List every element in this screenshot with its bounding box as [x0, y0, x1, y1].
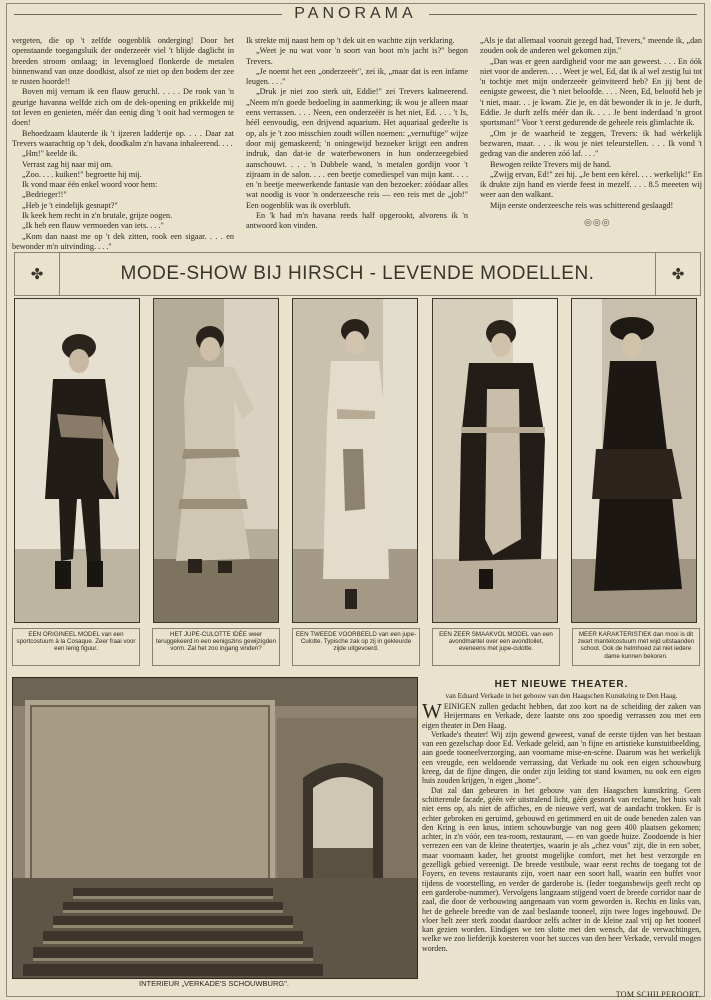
paragraph: Ik strekte mij naast hem op 't dek uit en wachtte zijn verklaring.: [246, 36, 455, 45]
theatre-interior-photo: [12, 677, 418, 979]
paragraph: „Heb je 't eindelijk gesnapt?": [22, 200, 118, 210]
paragraph: Bewogen reikte Trevers mij de hand.: [490, 159, 611, 169]
paragraph: „Zoo. . . . kuiken!" begroette hij mij.: [22, 169, 142, 179]
paragraph: „Ik heb een flauw vermoeden van iets. . . .": [22, 221, 164, 231]
article-body: [422, 699, 701, 953]
fashion-photo-5: [571, 298, 697, 623]
paragraph: Mijn eerste onderzeesche reis was schitterend geslaagd!: [490, 200, 674, 210]
caption-1: EEN ORIGINEEL MODEL van een sportcostuum à la Cosaque. Zeer fraai voor een lenig figuur.: [12, 628, 140, 666]
paragraph: Ik vond maar één enkel woord voor hem:: [22, 180, 158, 190]
paragraph: Verrast zag hij naar mij om.: [22, 159, 113, 169]
paragraph: „Als je dat allemaal vooruit gezegd had, Trevers," meende ik, „dan zouden ook de anderen wel gekomen zijn.": [480, 36, 702, 56]
end-ornament-icon: ◎◎◎: [584, 218, 611, 228]
story-column-1: [12, 36, 234, 252]
paragraph: „Hm!" keelde ik.: [22, 149, 78, 159]
fashion-photo-1: [14, 298, 140, 623]
caption-3: EEN TWEEDE VOORBEELD van een jupe-Culotte. Typische zak op zij in gekleurde zijde uitgevoerd.: [292, 628, 420, 666]
paragraph: Dat zal dan gebeuren in het gebouw van den Haagschen kunstkring. Geen schitterende facade, géén vér uitstralend licht, géén gesnork van reclame, het huis valt niet eens op, als niet de affiches, en de nieuwe verf, wat de aandacht trokken. Er is echter gebroken en geruimd, gebouwd en getimmerd en uit de oude beneden zalen van den Kring is een knus, intiem schouwburgje van nog geen 400 plaatsen gekomen; achter, in z'n vóór, een tea-room, restaurant, — en van goede huize. Zoodoende is hier verrezen een van de kleine theatertjes, waarin je als „chez vous" zijt, die in een sober, maar voornaam kader, het grootst mogelijke comfort, met het best verzorgde en gezelligk gebied vereenigt. De breede vestibule, waar eerst rechts de toegang tot de Foyers, en tevens restaurants zijn, voert naar een soort hall, waarin een buffet voor tijdens de voorstelling, en verder de garderobe is. (Ieder toegansbewijs geeft recht op een garderobe-nummer). Vervolgens langzaam stijgend voert de breede corridor naar de zaal, die door de verbouwing aangenaam van vorm geworden is. Rechts en links van, het de geheele breedte van de zaal beslaande tooneel, zijn twee loges ingebouwd. De vloer helt zeer sterk zoodat daardoor zelfs achter in de kleine zaal vrij op het tooneel kan gezien worden. Eindigen we ten slotte met den wensch, dat de verwachtingen, welke we zoo liefderijk koesteren voor het succes van den heer Verkade, vervuld mogen worden.: [422, 785, 701, 953]
story-column-3: [480, 36, 702, 211]
continued-story: [12, 36, 702, 251]
article-title: HET NIEUWE THEATER.: [494, 679, 629, 690]
theatre-photo-caption: INTERIEUR „VERKADE'S SCHOUWBURG".: [139, 979, 289, 988]
story-column-2: [246, 36, 468, 232]
caption-4: EEN ZEER SMAAKVOL MODEL van een avondmantel over een avondtoilet, eveneens met jupe-culotte.: [432, 628, 560, 666]
paragraph: En 'k had m'n havana reeds half opgerookt, alvorens ik 'n antwoord kon vinden.: [246, 211, 468, 231]
author-signature: TOM SCHILPEROORT.: [615, 990, 701, 999]
article-subtitle: van Eduard Verkade in het gebouw van den Haagschen Kunstkring te Den Haag.: [445, 692, 678, 700]
quatrefoil-ornament-icon: ✤: [15, 253, 60, 295]
quatrefoil-ornament-icon: ✤: [655, 253, 700, 295]
paragraph: Boven mij vernam ik een flauw geruchl. . . . . De rook van 'n geurige havanna welfde zich om de dek-opening en prikkelde mij tot leven en genieten, méér dan eenig ding 't ooit had vermogen te doen!: [12, 87, 234, 128]
paragraph: „Zwijg ervan, Ed!" zei hij. „Je bent een kérel. . . . werkelijk!" En ik drukte zijn hand en vierde feest in mezelf. . . . 8.5 meeeten wij weer aan den walkant.: [480, 169, 702, 200]
section-banner: [14, 252, 701, 296]
fashion-photo-2: [153, 298, 279, 623]
masthead: [6, 3, 705, 27]
fashion-photo-3: [292, 298, 418, 623]
article-lead-paragraph: WEINIGEN zullen gedacht hebben, dat zoo kort na de scheiding der zaken van Heijermans en Verkade, deze laatste ons zoo spoedig verrassen zou met een eigen theater in Den Haag.: [422, 699, 701, 730]
paragraph: „Je noemt het een „onderzeeër", zei ik, „maar dat is een infame leugen. . . .": [246, 66, 468, 87]
page-title: PANORAMA: [294, 5, 417, 22]
paragraph: „Weet je nu wat voor 'n soort van boot m'n jacht is?" begon Trevers.: [246, 46, 468, 66]
masthead-rule-right: [429, 14, 697, 15]
paragraph: „Dan was er geen aardigheid voor me aan geweest. . . . En óók niet voor de anderen. . . . Weet je wel, Ed, dat ik al wel zestig lui tot 'n tochtje met mijn onderzeeër geïnviteerd heb? En jij bent de eenigste geweest, die 't niet beloofde. . . . Neen, Ed, beloofd heb je 't niet, maar. . . je kwam. Zie je, en dát bewonder ik in je. Je durft, Eddie. Je durft zelfs méér dan ik. . . . Je bent inderdaad 'n groot sportsman!" Voor 't eerst gedurende de geheele reis glimlachte ik.: [480, 56, 702, 128]
caption-5: MEER KARAKTERISTIEK dan mooi is dit zwart mantelcostuum met wijd uitstaanden schoot. Ook de helmhoed zal niet iedere dame kunnen bekoren.: [572, 628, 700, 666]
section-title: MODE-SHOW BIJ HIRSCH - LEVENDE MODELLEN.: [120, 263, 595, 284]
paragraph: „Druk je niet zoo sterk uit, Eddie!" zei Trevers kalmeerend. „Neem m'n goede bedoeling in aanmerking; ik wou je alleen maar eens verrassen. . . . Neen, een onderzeëër is het niet, Ed. . . . 't Is, héél eenvoudig, een drijvend aquarium. Het aquariaal gedeelte is op, als je 't zoo misschien zoudt willen noemen: „vernuftige" wijze door mij gemaskeerd; 'n oningewijd bezoeker krijgt een andren indruk, dan dat-ie de waterbewoners in hun onderzeegebied aanschouwt. . . . 'n Dubbele wand, 'n metalen gordijn voor 't zijraam in de salon. . . . een beetje comediespel van mijn kant. . . . en 'n beetje meewerkende fantasie van den bezoeker: zóódaar alles wat noodig is voor 'n onderzeesche reis — een reis met de „job!" Een oogenblik was ik overbluft.: [246, 87, 468, 210]
paragraph: Ik keek hem recht in z'n brutale, grijze oogen.: [22, 211, 173, 221]
paragraph: vergeten, die op 't zelfde oogenblik onderging! Door het openstaande toegangsluik der onderzeeër viel 't blijde daglicht in breeden stroom omlaag; in levensgloed flonkerde de metalen binnenwand van onze doodkist, alsof ze niet op den bodem der zee te rusten hoorde!!: [12, 36, 234, 87]
photo-captions: [12, 628, 701, 668]
drop-cap: W: [422, 699, 442, 723]
fashion-photo-4: [432, 298, 558, 623]
paragraph: „Om je de waarheid te zeggen, Trevers: ik had wérkelijk bezwaren, maar. . . . ik wou je niet teleurstellen. . . . Ik vond 't gedrag van die anderen zóó laf. . . .": [480, 128, 702, 159]
caption-2: HET JUPE-CULOTTE IDÉE weer teruggekeerd in een eenigszins gewijzigden vorm. Zal het zoo ingang vinden?: [152, 628, 280, 666]
paragraph: „Bedrieger!!": [22, 190, 67, 200]
paragraph: Behoedzaam klauterde ik 't ijzeren laddertje op. . . . Daar zat Trevers waarachtig op 't dek, doodkalm z'n havana inhaleerend. . . .: [12, 128, 234, 148]
paragraph: „Kom dan naast me op 't dek zitten, rook een sigaar. . . . en bewonder m'n uitvinding. . . .": [12, 231, 234, 251]
theatre-article: [422, 679, 701, 953]
paragraph: Verkade's theater! Wij zijn gewend geweest, vanaf de eerste tijden van het bestaan van een gezelschap door Ed. Verkade geleid, aan 'n fijne en artistieke kunstuitbeelding, aan goede tooneelverzorging, aan voorname mise-en-scène. Daarom was het werkelijk een vreugde, een weldoende verrassing, dat Verkade nu ook een eigen schouwburg kreeg, dat de fijne dingen, die onder zijn leiding tot stand kwamen, nu ook een eigen huis zouden krijgen, 'n eigen „home".: [422, 729, 701, 786]
